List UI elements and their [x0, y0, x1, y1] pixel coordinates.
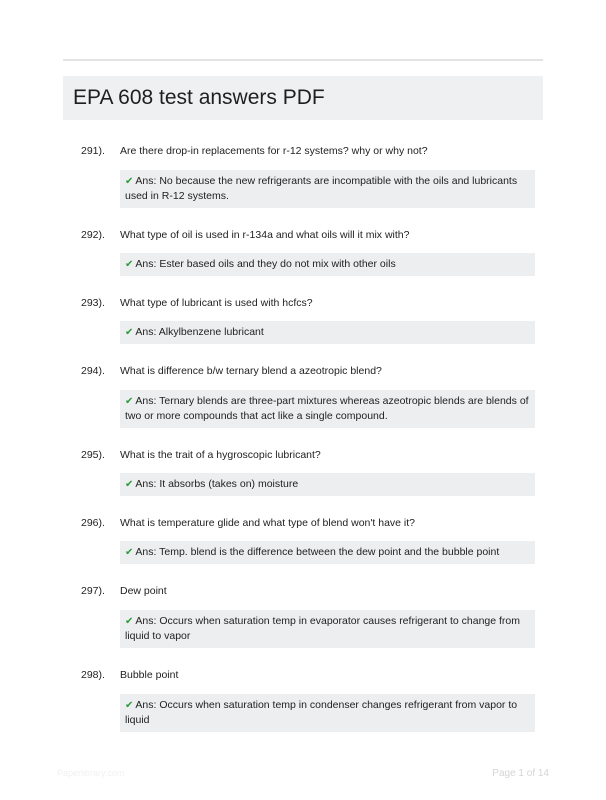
check-mark-icon: ✔ [125, 479, 134, 490]
question-number: 292). [81, 229, 105, 241]
answer-box [120, 390, 535, 428]
top-divider [63, 59, 543, 61]
answer-text: Ans: Occurs when saturation temp in condenser changes refrigerant from vapor to liquid [125, 699, 518, 726]
question-number: 298). [81, 669, 105, 681]
question-number: 293). [81, 297, 105, 309]
answer-text: Ans: It absorbs (takes on) moisture [135, 478, 299, 490]
answer-box [120, 541, 535, 564]
answer-box [120, 694, 535, 732]
answer-text: Ans: Ester based oils and they do not mix with other oils [135, 258, 396, 270]
answer-box [120, 610, 535, 648]
check-mark-icon: ✔ [125, 259, 134, 270]
question-text: Dew point [120, 585, 167, 597]
answer-text: Ans: Ternary blends are three-part mixtures whereas azeotropic blends are blends of two or more compounds that act like a single compound. [125, 395, 529, 422]
answer-text: Ans: Temp. blend is the difference between the dew point and the bubble point [135, 546, 500, 558]
answer-box [120, 321, 535, 344]
page-indicator: Page 1 of 14 [492, 768, 549, 779]
title-bar [63, 76, 543, 120]
check-mark-icon: ✔ [125, 176, 134, 187]
check-mark-icon: ✔ [125, 327, 134, 338]
check-mark-icon: ✔ [125, 547, 134, 558]
answer-text: Ans: Alkylbenzene lubricant [135, 326, 264, 338]
question-text: Bubble point [120, 669, 179, 681]
answer-box [120, 253, 535, 276]
answer-text: Ans: Occurs when saturation temp in evaporator causes refrigerant to change from liquid to vapor [125, 615, 520, 642]
check-mark-icon: ✔ [125, 616, 134, 627]
question-text: What type of oil is used in r-134a and what oils will it mix with? [120, 229, 410, 241]
answer-text: Ans: No because the new refrigerants are incompatible with the oils and lubricants used in R-12 systems. [125, 175, 518, 202]
answer-box [120, 170, 535, 208]
question-number: 294). [81, 365, 105, 377]
question-text: What type of lubricant is used with hcfcs? [120, 297, 313, 309]
question-number: 296). [81, 517, 105, 529]
question-number: 295). [81, 449, 105, 461]
question-text: What is the trait of a hygroscopic lubricant? [120, 449, 321, 461]
check-mark-icon: ✔ [125, 396, 134, 407]
question-number: 297). [81, 585, 105, 597]
check-mark-icon: ✔ [125, 700, 134, 711]
question-number: 291). [81, 145, 105, 157]
footer-site: Paperlibrary.com [57, 768, 125, 778]
page-title: EPA 608 test answers PDF [73, 86, 325, 109]
question-text: What is difference b/w ternary blend a azeotropic blend? [120, 365, 382, 377]
question-text: What is temperature glide and what type of blend won't have it? [120, 517, 416, 529]
answer-box [120, 473, 535, 496]
question-text: Are there drop-in replacements for r-12 systems? why or why not? [120, 145, 428, 157]
